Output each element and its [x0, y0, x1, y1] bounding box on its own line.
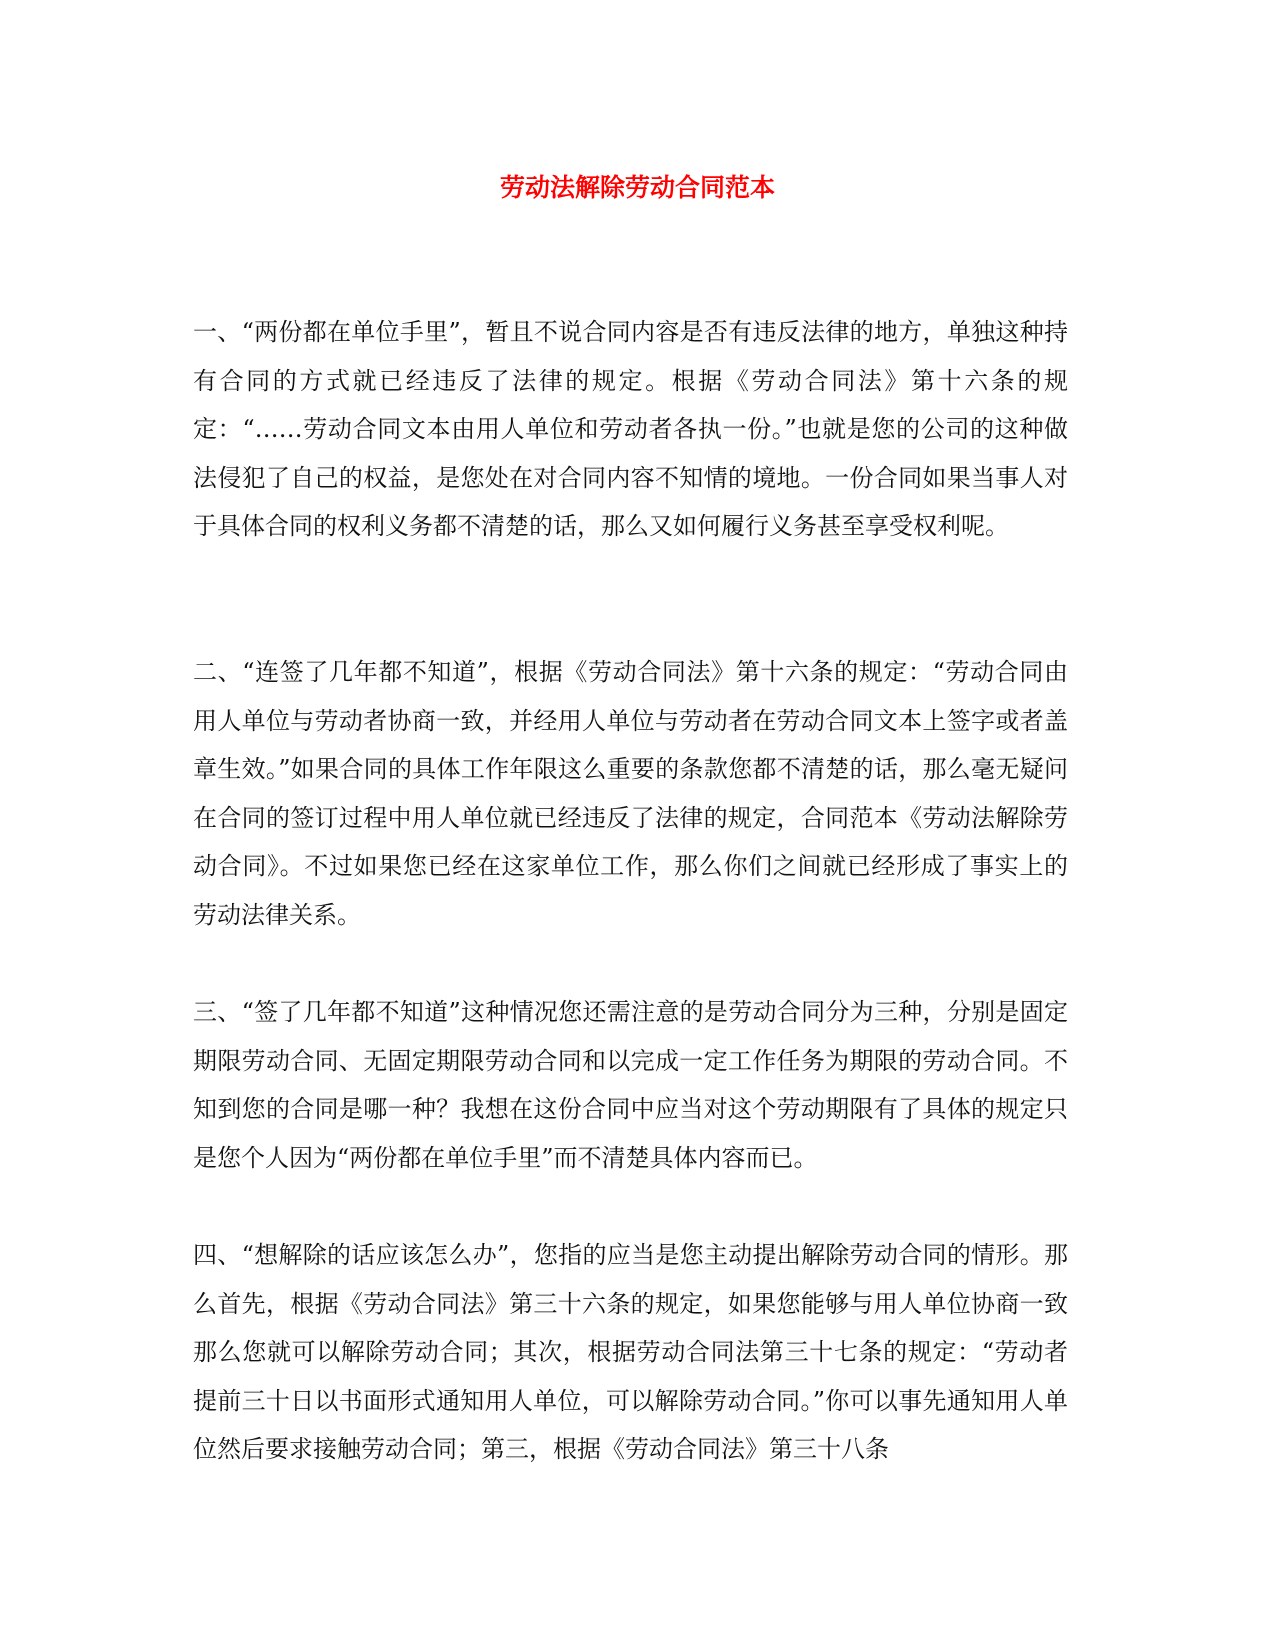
paragraph-4: 四、“想解除的话应该怎么办”，您指的应当是您主动提出解除劳动合同的情形。那么首先，根据《劳动合同法》第三十六条的规定，如果您能够与用人单位协商一致那么您就可以解除劳动合同；其次，根据劳动合同法第三十七条的规定：“劳动者提前三十日以书面形式通知用人单位，可以解除劳动合同。”你可以事先通知用人单位然后要求接触劳动合同；第三，根据《劳动合同法》第三十八条 — [193, 1241, 1068, 1463]
paragraph-2: 二、“连签了几年都不知道”，根据《劳动合同法》第十六条的规定：“劳动合同由用人单位与劳动者协商一致，并经用人单位与劳动者在劳动合同文本上签字或者盖章生效。”如果合同的具体工作年限这么重要的条款您都不清楚的话，那么毫无疑问在合同的签订过程中用人单位就已经违反了法律的规定，合同范本《劳动法解除劳动合同》。不过如果您已经在这家单位工作，那么你们之间就已经形成了事实上的劳动法律关系。 — [193, 658, 1068, 929]
paragraph-3: 三、“签了几年都不知道”这种情况您还需注意的是劳动合同分为三种，分别是固定期限劳动合同、无固定期限劳动合同和以完成一定工作任务为期限的劳动合同。不知到您的合同是哪一种？我想在这份合同中应当对这个劳动期限有了具体的规定只是您个人因为“两份都在单位手里”而不清楚具体内容而已。 — [193, 998, 1068, 1172]
document-title: 劳动法解除劳动合同范本 — [499, 173, 775, 202]
paragraph-1: 一、“两份都在单位手里”，暂且不说合同内容是否有违反法律的地方，单独这种持有合同的方式就已经违反了法律的规定。根据《劳动合同法》第十六条的规定：“……劳动合同文本由用人单位和劳动者各执一份。”也就是您的公司的这种做法侵犯了自己的权益，是您处在对合同内容不知情的境地。一份合同如果当事人对于具体合同的权利义务都不清楚的话，那么又如何履行义务甚至享受权利呢。 — [193, 318, 1068, 540]
